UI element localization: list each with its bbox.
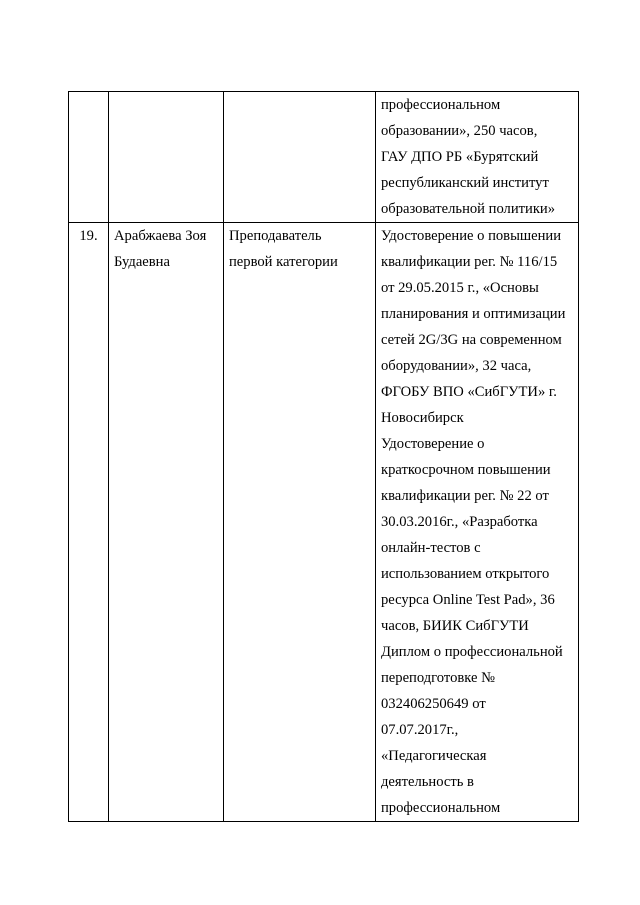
table-row-19 (69, 223, 579, 822)
qualification-line: квалификации рег. № 116/15 (381, 254, 558, 270)
position-line: первой категории (229, 254, 338, 270)
qualification-line: республиканский институт (381, 175, 549, 191)
table-row-continued (69, 92, 579, 223)
cell-number: 19. (69, 223, 109, 822)
position-line: Преподаватель (229, 228, 322, 244)
qualification-line: Новосибирск (381, 410, 464, 426)
cell-number (69, 92, 109, 223)
qualification-line: оборудовании», 32 часа, (381, 358, 532, 374)
qualification-line: профессиональном (381, 97, 501, 113)
qualification-line: Удостоверение о (381, 436, 485, 452)
qualification-line: онлайн-тестов с (381, 540, 481, 556)
qualification-line: переподготовке № (381, 670, 496, 686)
qualification-line: ресурса Online Test Pad», 36 (381, 592, 555, 608)
qualification-line: использованием открытого (381, 566, 550, 582)
qualification-line: Удостоверение о повышении (381, 228, 562, 244)
name-line: Будаевна (114, 254, 170, 270)
qualification-line: краткосрочном повышении (381, 462, 551, 478)
cell-position (224, 223, 376, 822)
qualification-line: 30.03.2016г., «Разработка (381, 514, 538, 530)
qualification-line: профессиональном (381, 800, 501, 816)
cell-name (109, 92, 224, 223)
qualification-line: образовательной политики» (381, 201, 556, 217)
qualification-line: сетей 2G/3G на современном (381, 332, 562, 348)
qualification-line: планирования и оптимизации (381, 306, 566, 322)
qualification-line: 07.07.2017г., (381, 722, 459, 738)
qualification-line: деятельность в (381, 774, 474, 790)
cell-name (109, 223, 224, 822)
qualification-line: 032406250649 от (381, 696, 486, 712)
cell-position (224, 92, 376, 223)
qualification-line: Диплом о профессиональной (381, 644, 563, 660)
qualification-line: от 29.05.2015 г., «Основы (381, 280, 539, 296)
staff-qualification-table (68, 91, 579, 822)
qualification-line: квалификации рег. № 22 от (381, 488, 549, 504)
cell-qualification (376, 92, 579, 223)
qualification-line: ГАУ ДПО РБ «Бурятский (381, 149, 539, 165)
qualification-line: ФГОБУ ВПО «СибГУТИ» г. (381, 384, 557, 400)
qualification-line: «Педагогическая (381, 748, 487, 764)
name-line: Арабжаева Зоя (114, 228, 207, 244)
qualification-line: часов, БИИК СибГУТИ (381, 618, 529, 634)
cell-qualification (376, 223, 579, 822)
qualification-line: образовании», 250 часов, (381, 123, 538, 139)
